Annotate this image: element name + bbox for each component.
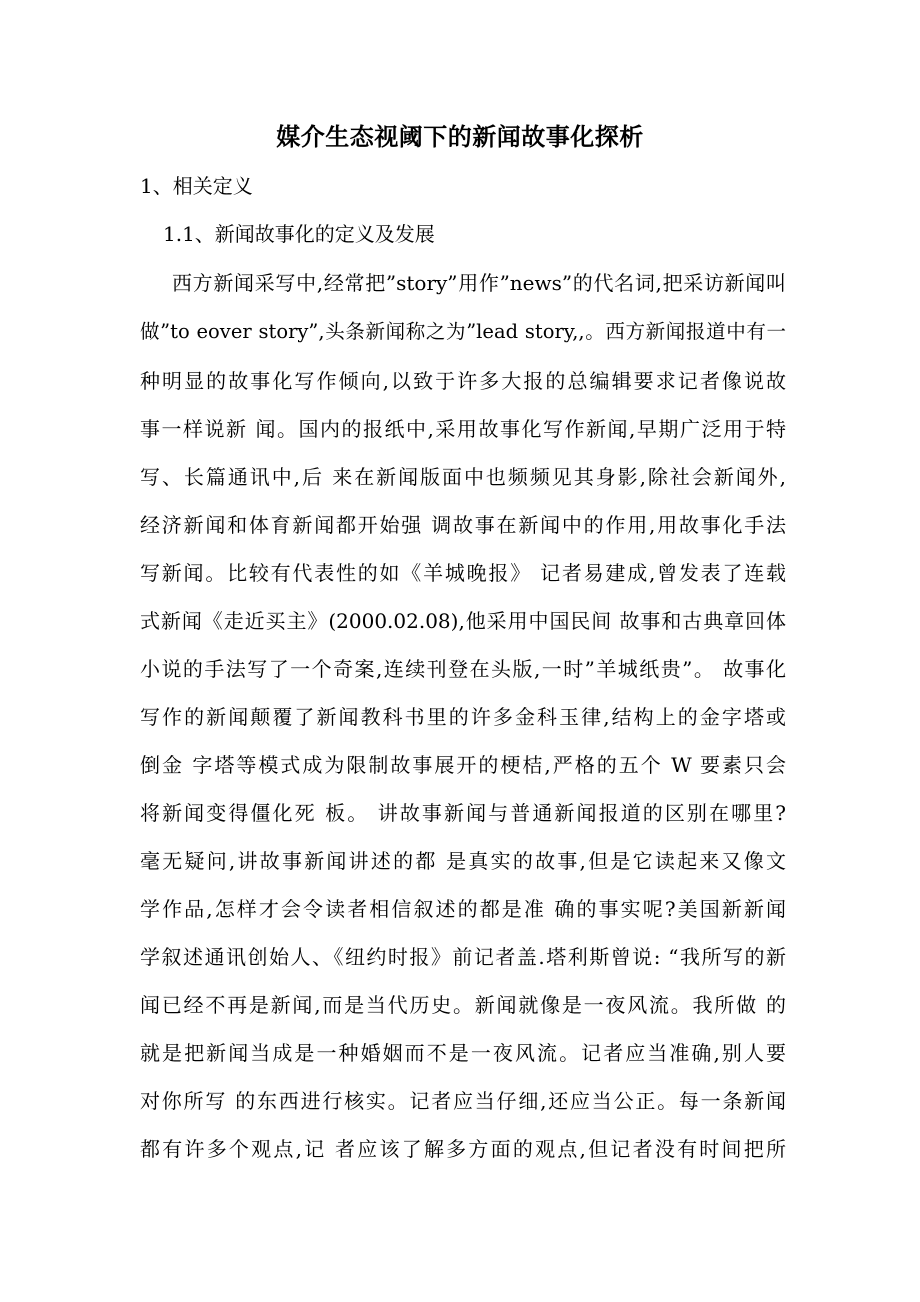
paragraph-line: 对你所写 的东西进行核实。记者应当仔细,还应当公正。每一条新闻: [140, 1089, 786, 1113]
section-heading: 1、相关定义: [140, 174, 253, 198]
paragraph-line: 学作品,怎样才会令读者相信叙述的都是准 确的事实呢?美国新新闻: [140, 897, 786, 921]
paragraph-line: 经济新闻和体育新闻都开始强 调故事在新闻中的作用,用故事化手法: [140, 513, 786, 537]
paragraph-line: 小说的手法写了一个奇案,连续刊登在头版,一时”羊城纸贵”。 故事化: [140, 657, 786, 681]
paragraph-line: 就是把新闻当成是一种婚姻而不是一夜风流。记者应当准确,别人要: [140, 1041, 786, 1065]
paragraph-line: 写作的新闻颠覆了新闻教科书里的许多金科玉律,结构上的金字塔或: [140, 705, 786, 729]
paragraph-line: 将新闻变得僵化死 板。 讲故事新闻与普通新闻报道的区别在哪里?: [140, 801, 786, 825]
paragraph-line: 写新闻。比较有代表性的如《羊城晚报》 记者易建成,曾发表了连载: [140, 561, 786, 585]
paragraph-line: 事一样说新 闻。国内的报纸中,采用故事化写作新闻,早期广泛用于特: [140, 417, 786, 441]
paragraph-line: 种明显的故事化写作倾向,以致于许多大报的总编辑要求记者像说故: [140, 369, 786, 393]
paragraph-line: 毫无疑问,讲故事新闻讲述的都 是真实的故事,但是它读起来又像文: [140, 849, 786, 873]
paragraph-line: 倒金 字塔等模式成为限制故事展开的梗桔,严格的五个 W 要素只会: [140, 753, 786, 777]
subsection-heading: 1.1、新闻故事化的定义及发展: [163, 222, 435, 246]
paragraph-line: 式新闻《走近买主》(2000.02.08),他采用中国民间 故事和古典章回体: [140, 609, 786, 633]
paragraph-line: 做”to eover story”,头条新闻称之为”lead story,,。西方新闻报道中有一: [140, 320, 786, 343]
paragraph-line: 都有许多个观点,记 者应该了解多方面的观点,但记者没有时间把所: [140, 1137, 786, 1161]
paragraph-line: 西方新闻采写中,经常把”story”用作”news”的代名词,把采访新闻叫: [172, 271, 786, 295]
document-title: 媒介生态视阈下的新闻故事化探析: [276, 122, 644, 151]
paragraph-line: 闻已经不再是新闻,而是当代历史。新闻就像是一夜风流。我所做 的: [140, 993, 786, 1017]
paragraph-line: 学叙述通讯创始人、《纽约时报》前记者盖.塔利斯曾说: “我所写的新: [140, 945, 786, 969]
paragraph-line: 写、长篇通讯中,后 来在新闻版面中也频频见其身影,除社会新闻外,: [140, 465, 786, 489]
